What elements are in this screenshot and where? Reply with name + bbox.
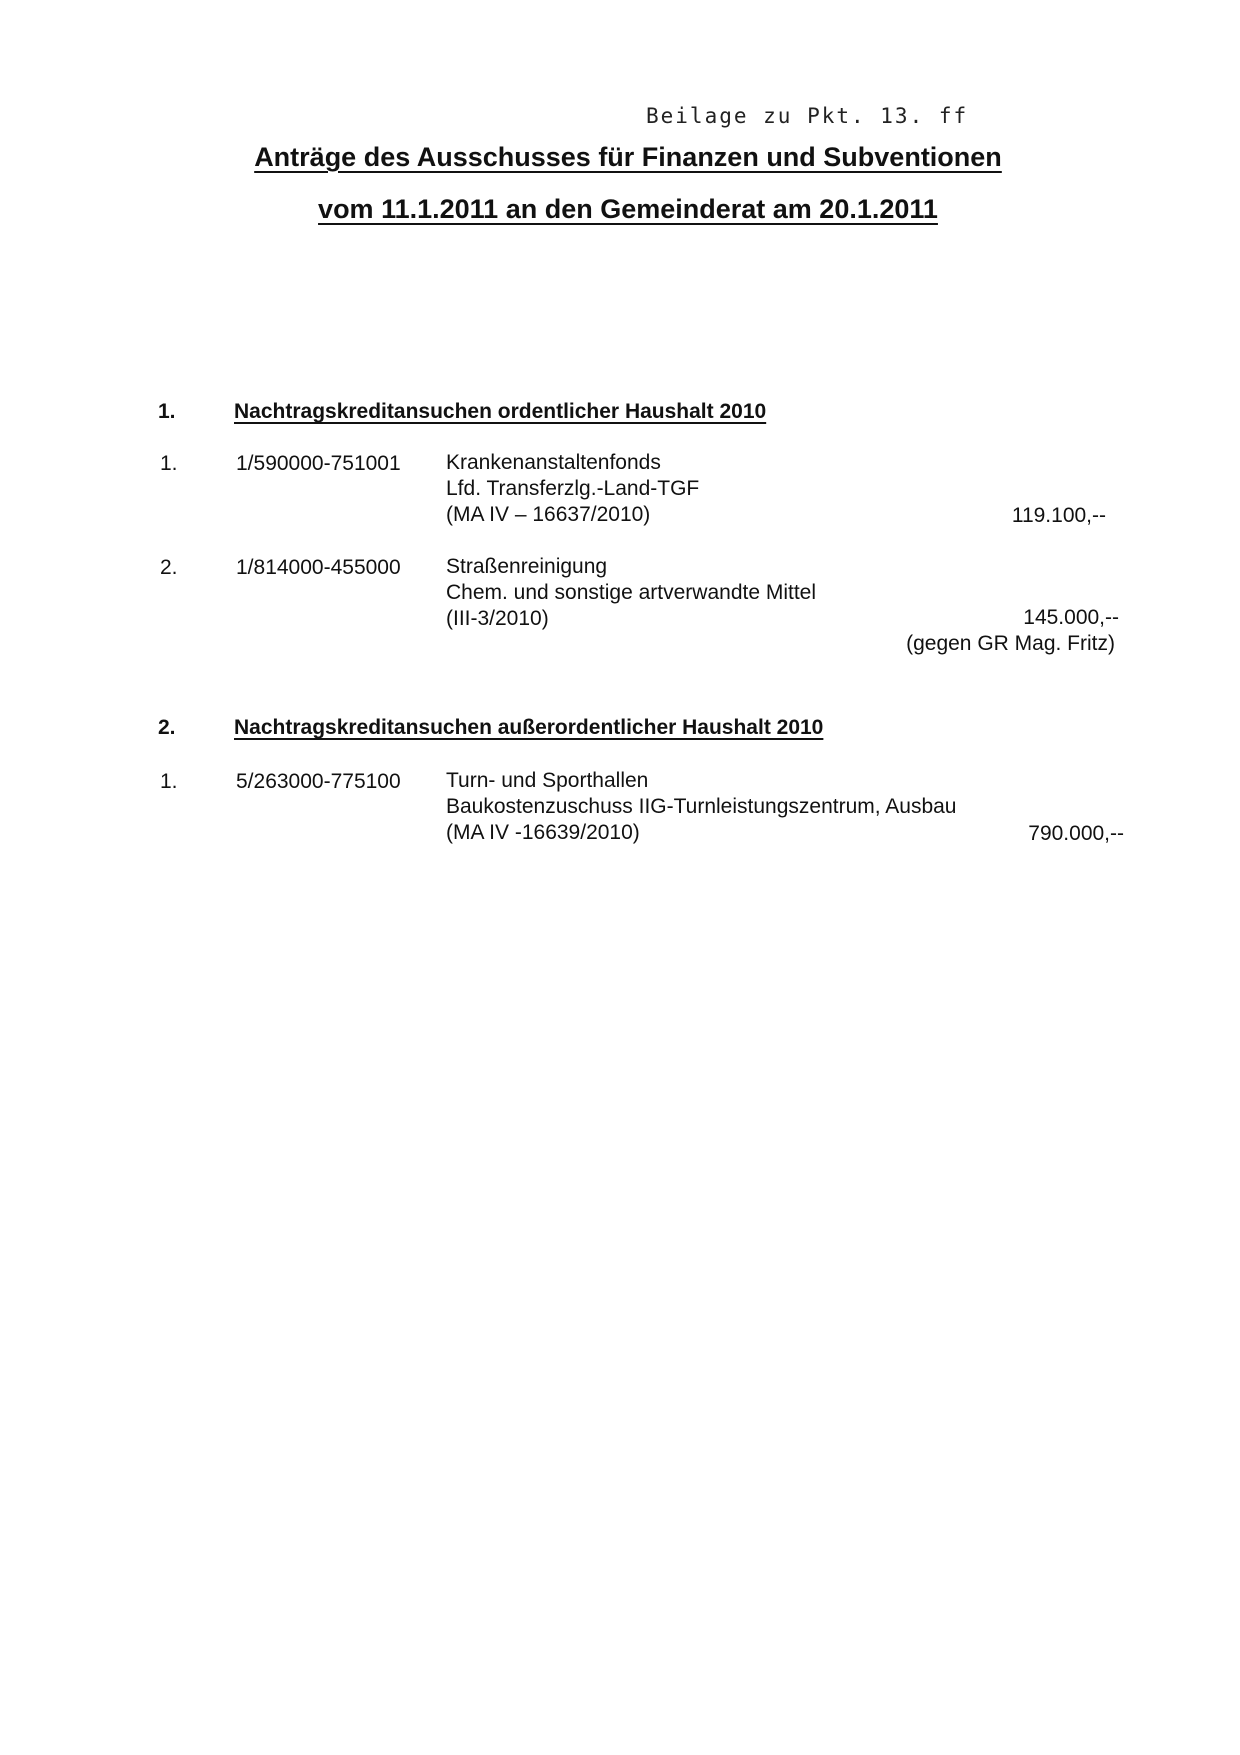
section-title: Nachtragskreditansuchen außerordentlicher Haushalt 2010 [234, 716, 824, 739]
section-number: 1. [158, 400, 176, 423]
description-line: Krankenanstaltenfonds [446, 451, 661, 474]
description-line: Baukostenzuschuss IIG-Turnleistungszentrum, Ausbau [446, 795, 957, 818]
item-number: 1. [160, 770, 178, 793]
account-number: 5/263000-775100 [236, 770, 401, 793]
description-line: (III-3/2010) [446, 607, 549, 630]
section-number: 2. [158, 716, 176, 739]
description-line: (MA IV – 16637/2010) [446, 503, 651, 526]
item-amount: 119.100,-- [1011, 504, 1106, 527]
section-title: Nachtragskreditansuchen ordentlicher Haushalt 2010 [234, 400, 767, 423]
item-number: 2. [160, 556, 178, 579]
item-number: 1. [160, 452, 178, 475]
document-title-line-1: Anträge des Ausschusses für Finanzen und Subventionen [254, 142, 1002, 172]
item-note: (gegen GR Mag. Fritz) [906, 632, 1115, 655]
description-line: Chem. und sonstige artverwandte Mittel [446, 581, 817, 604]
description-line: Turn- und Sporthallen [446, 769, 649, 792]
description-line: (MA IV -16639/2010) [446, 821, 640, 844]
item-amount: 790.000,-- [1028, 822, 1124, 845]
item-amount: 145.000,-- [1023, 606, 1119, 629]
account-number: 1/590000-751001 [236, 452, 401, 475]
description-line: Straßenreinigung [446, 555, 608, 578]
attachment-reference: Beilage zu Pkt. 13. ff [646, 104, 969, 128]
description-line: Lfd. Transferzlg.-Land-TGF [446, 477, 700, 500]
document-title-line-2: vom 11.1.2011 an den Gemeinderat am 20.1.2011 [318, 194, 938, 224]
item-description [446, 450, 699, 528]
item-description [446, 768, 956, 846]
item-description [446, 554, 816, 632]
account-number: 1/814000-455000 [236, 556, 401, 579]
